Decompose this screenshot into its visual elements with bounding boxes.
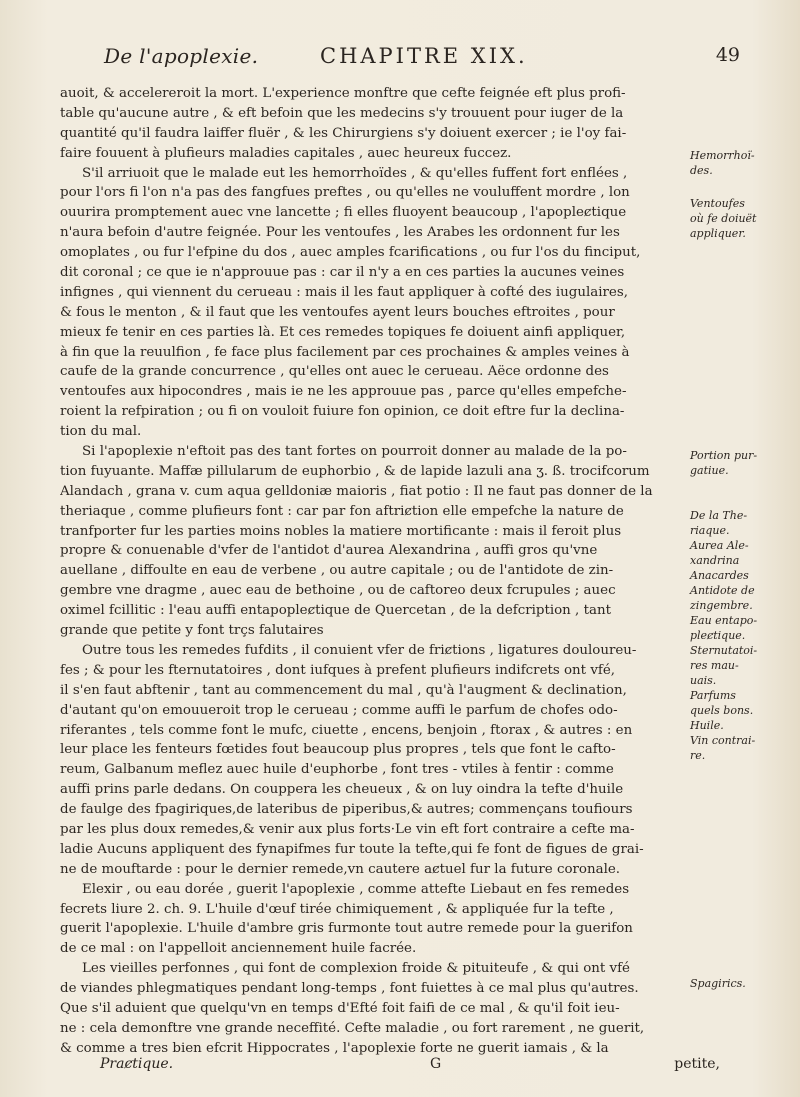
text-line: fes ; & pour les fternutatoires , dont iufques à prefent plufieurs indifcrets ont vfé, [60, 662, 616, 678]
sidenote-hemorrhoides: Hemorrhoï- des. [690, 149, 755, 177]
text-line: gembre vne dragme , auec eau de bethoine , ou de caftoreo deux fcrupules ; auec [60, 583, 616, 599]
page-footer [60, 1056, 760, 1080]
text-line: d'autant qu'on emouueroit trop le cerueau ; comme auffi le parfum de chofes odo- [60, 702, 618, 718]
text-line: ladie Aucuns appliquent des fynapifmes fur toute la tefte,qui fe font de figues de grai- [60, 841, 644, 857]
text-line: de faulge des fpagiriques,de lateribus de piperibus,& autres; commençans toufiours [60, 802, 633, 818]
text-line: & comme a tres bien efcrit Hippocrates , l'apoplexie forte ne guerit iamais , & la [60, 1040, 609, 1056]
text-line: riferantes , tels comme font le mufc, ciuette , encens, benjoin , ftorax , & autres : en [60, 722, 633, 738]
page-number: 49 [715, 44, 740, 66]
text-line: il s'en faut abftenir , tant au commencement du mal , qu'à l'augment & declination, [60, 682, 627, 698]
text-line: à fin que la reuulfion , fe face plus facilement par ces prochaines & amples veines à [60, 344, 630, 360]
text-line: tranfporter fur les parties moins nobles la matiere mortificante : mais il feroit plus [60, 523, 622, 539]
text-line: Outre tous les remedes fufdits , il conuient vfer de friȼtions , ligatures douloureu- [82, 642, 637, 658]
text-line: auffi prins parle dedans. On couppera les cheueux , & on luy oindra la tefte d'huile [60, 782, 624, 798]
text-line: ne de mouftarde : pour le dernier remede,vn cautere aȼtuel fur la future coronale. [60, 861, 621, 877]
margin-notes [690, 0, 790, 1097]
text-line: n'aura befoin d'autre feignée. Pour les ventoufes , les Arabes les ordonnent fur les [60, 225, 620, 241]
sidenote-remedies-list: De la The- riaque. Aurea Ale- xandrina Anacardes Antidote de zingembre. Eau entapo- pleȼtique. Sternutatoi- res mau- uais. Parfums quels bons. Huile. Vin contrai- re. [690, 509, 758, 762]
text-line: oximel fcillitic : l'eau auffi entapopleȼtique de Quercetan , de la defcription , tant [60, 603, 611, 619]
text-line: S'il arriuoit que le malade eut les hemorrhoïdes , & qu'elles fuffent fort enflées , [82, 165, 628, 181]
sidenote-portion-purgatiue: Portion pur- gatiue. [690, 449, 758, 477]
text-line: ouurira promptement auec vne lancette ; fi elles fluoyent beaucoup , l'apopleȼtique [60, 205, 627, 221]
text-line: omoplates , ou fur l'efpine du dos , auec amples fcarifications , ou fur l'os du finciput, [60, 245, 641, 261]
running-title: De l'apoplexie. [104, 44, 259, 68]
text-line: guerit l'apoplexie. L'huile d'ambre gris furmonte tout autre remede pour la guerifon [60, 921, 633, 937]
text-line: ne : cela demonftre vne grande neceffité. Cefte maladie , ou fort rarement , ne guerit, [60, 1020, 645, 1036]
text-line: reum, Galbanum meflez auec huile d'euphorbe , font tres - vtiles à fentir : comme [60, 762, 614, 778]
text-line: caufe de la grande concurrence , qu'elles ont auec le cerueau. Aëce ordonne des [60, 364, 609, 380]
text-line: de ce mal : on l'appelloit anciennement huile facrée. [60, 941, 417, 957]
text-line: Si l'apoplexie n'eftoit pas des tant fortes on pourroit donner au malade de la po- [82, 444, 627, 460]
text-line: propre & conuenable d'vfer de l'antidot d'aurea Alexandrina , auffi gros qu'vne [60, 543, 598, 559]
catchword-right: petite, [674, 1056, 720, 1072]
text-line: Que s'il aduient que quelqu'vn en temps d'Efté foit faifi de ce mal , & qu'il foit ieu- [60, 1000, 620, 1016]
text-line: Les vieilles perfonnes , qui font de complexion froide & pituiteufe , & qui ont vfé [82, 961, 630, 977]
text-line: table qu'aucune autre , & eft befoin que les medecins s'y trouuent pour iuger de la [60, 105, 624, 121]
text-line: Elexir , ou eau dorée , guerit l'apoplexie , comme attefte Liebaut en fes remedes [82, 881, 630, 897]
text-line: tion du mal. [60, 424, 142, 440]
text-line: dit coronal ; ce que ie n'approuue pas : car il n'y a en ces parties la aucunes veines [60, 265, 625, 281]
sidenote-ventoufes: Ventoufes où fe doiuët appliquer. [690, 197, 757, 240]
text-line: leur place les fenteurs fœtides fout beaucoup plus propres , tels que font le cafto- [60, 742, 616, 758]
text-line: Alandach , grana v. cum aqua gelldoniæ maioris , fiat potio : Il ne faut pas donner de la [60, 483, 653, 499]
text-line: theriaque , comme plufieurs font : car par fon aftriȼtion elle empefche la nature de [60, 503, 624, 519]
catchword-left: Praȼtique. [100, 1056, 174, 1072]
text-line: grande que petite y font trçs falutaires [60, 623, 324, 639]
text-line: tion fuyuante. Maffæ pillularum de euphorbio , & de lapide lazuli ana ʒ. ß. trocifcorum [60, 463, 650, 479]
text-line: auellane , diffoulte en eau de verbene , ou autre capitale ; ou de l'antidote de zin- [60, 563, 614, 579]
text-line: pour l'ors fi l'on n'a pas des fangfues preftes , ou qu'elles ne vouluffent mordre , lon [60, 185, 630, 201]
text-line: roient la refpiration ; ou fi on vouloit fuiure fon opinion, ce doit eftre fur la declina- [60, 404, 625, 420]
text-line: fecrets liure 2. ch. 9. L'huile d'œuf tirée chimiquement , & appliquée fur la tefte , [60, 901, 614, 917]
chapter-heading: CHAPITRE XIX. [320, 44, 528, 68]
text-line: ventoufes aux hipocondres , mais ie ne les approuue pas , parce qu'elles empefche- [60, 384, 627, 400]
text-line: infignes , qui viennent du cerueau : mais il les faut appliquer à cofté des iugulaires, [60, 284, 628, 300]
text-line: mieux fe tenir en ces parties là. Et ces remedes topiques fe doiuent ainfi appliquer, [60, 324, 626, 340]
text-line: quantité qu'il faudra laiffer fluër , & les Chirurgiens s'y doiuent exercer ; ie l'oy fai- [60, 125, 627, 141]
page-header [60, 44, 760, 74]
text-line: faire fouuent à plufieurs maladies capitales , auec heureux fuccez. [60, 145, 512, 161]
text-line: par les plus doux remedes,& venir aux plus forts·Le vin eft fort contraire a cefte ma- [60, 821, 635, 837]
body-text [60, 84, 680, 1059]
text-line: & fous le menton , & il faut que les ventoufes ayent leurs bouches eftroites , pour [60, 304, 615, 320]
sidenote-spagirics: Spagirics. [690, 977, 746, 990]
text-line: auoit, & accelereroit la mort. L'experience monftre que cefte feignée eft plus profi- [60, 86, 626, 101]
signature-mark: G [430, 1056, 442, 1072]
text-line: de viandes phlegmatiques pendant long-temps , font fuiettes à ce mal plus qu'autres. [60, 981, 639, 997]
